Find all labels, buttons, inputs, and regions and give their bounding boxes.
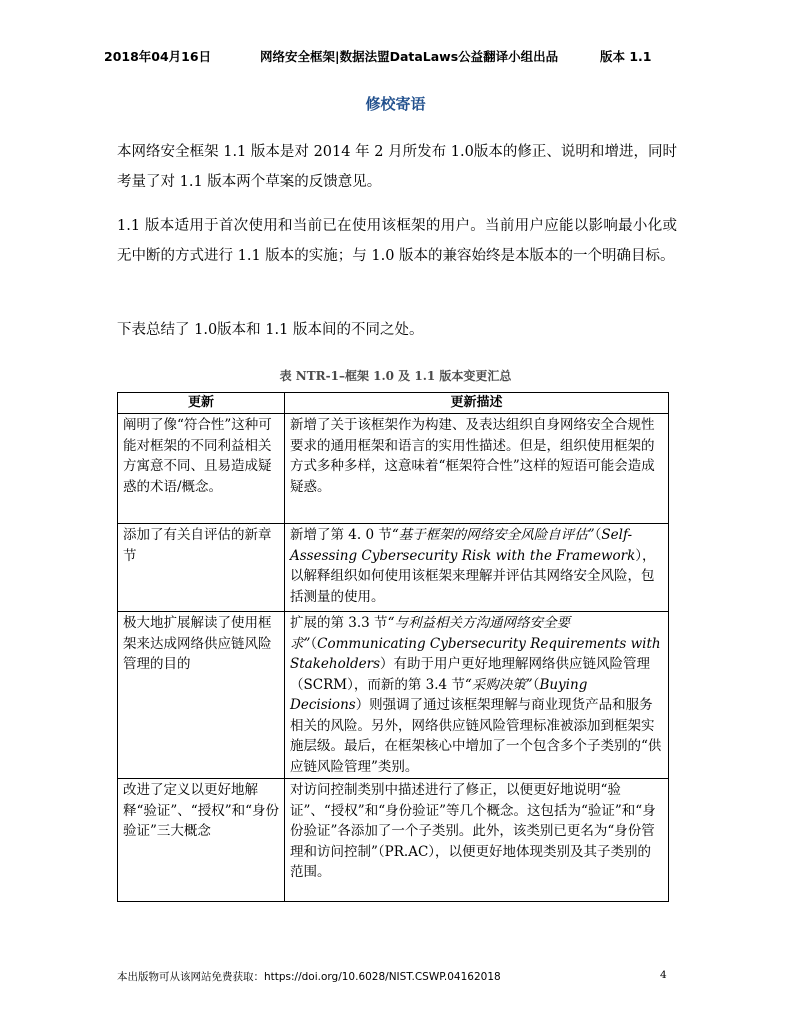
header-version: 版本 1.1 bbox=[600, 49, 652, 64]
column-header-update: 更新 bbox=[118, 393, 285, 414]
update-cell: 阐明了像“符合性”这种可能对框架的不同利益相关方寓意不同、且易造成疑惑的术语/概念。 bbox=[118, 414, 285, 524]
header-title: 网络安全框架|数据法盟DataLaws公益翻译小组出品 bbox=[260, 49, 559, 64]
description-cell bbox=[285, 524, 669, 612]
update-cell: 极大地扩展解读了使用框架来达成网络供应链风险管理的目的 bbox=[118, 612, 285, 779]
column-header-description: 更新描述 bbox=[285, 393, 669, 414]
table-row bbox=[118, 612, 669, 779]
description-text: ）有助于用户更好地理解网络供应链风险管理（SCRM），而新的第 3.4 节 bbox=[290, 656, 651, 693]
table-caption: 表 NTR-1–框架 1.0 及 1.1 版本变更汇总 bbox=[279, 369, 512, 383]
description-text: ）则强调了通过该框架理解与商业现货产品和服务相关的风险。另外，网络供应链风险管理标准被添加到框架实施层级。最后，在框架核心中增加了一个包含多个子类别的“供应链风险管理”类别。 bbox=[290, 697, 662, 775]
footer-availability: 本出版物可从该网站免费获取：https://doi.org/10.6028/NIST.CSWP.04162018 bbox=[117, 971, 501, 983]
update-cell: 添加了有关自评估的新章节 bbox=[118, 524, 285, 612]
description-text: （ bbox=[532, 676, 540, 693]
description-text: 扩展的第 3.3 节 bbox=[290, 615, 388, 631]
page-number: 4 bbox=[660, 969, 667, 981]
description-cell: 对访问控制类别中描述进行了修正，以便更好地说明“验证”、“授权”和“身份验证”等几个概念。这包括为“验证”和“身份验证”各添加了一个子类别。此外，该类别已更名为“身份管理和访问控制”（PR.AC），以便更好地体现类别及其子类别的范围。 bbox=[285, 779, 669, 902]
table-header-row bbox=[118, 393, 669, 414]
english-title: Buying Decisions bbox=[290, 676, 588, 713]
description-text: ），以解释组织如何使用该框架来理解并评估其网络安全风险，包括测量的使用。 bbox=[290, 547, 656, 605]
description-text: （ bbox=[594, 527, 602, 543]
paragraph-summary: 下表总结了 1.0版本和 1.1 版本间的不同之处。 bbox=[117, 322, 424, 338]
paragraph-applicability: 1.1 版本适用于首次使用和当前已在使用该框架的用户。当前用户应能以影响最小化或无中断的方式进行 1.1 版本的实施；与 1.0 版本的兼容始终是本版本的一个明确目标。 bbox=[117, 218, 677, 264]
table-row bbox=[118, 414, 669, 524]
table-row bbox=[118, 524, 669, 612]
section-title: “与利益相关方沟通网络安全要求” bbox=[290, 615, 570, 652]
paragraph-intro: 本网络安全框架 1.1 版本是对 2014 年 2 月所发布 1.0版本的修正、说明和增进，同时考量了对 1.1 版本两个草案的反馈意见。 bbox=[117, 144, 677, 190]
update-cell: 改进了定义以更好地解释“验证”、“授权”和“身份验证”三大概念 bbox=[118, 779, 285, 902]
header-date: 2018年04月16日 bbox=[104, 49, 212, 64]
changes-table bbox=[117, 392, 669, 902]
description-cell: 新增了关于该框架作为构建、及表达组织自身网络安全合规性要求的通用框架和语言的实用性描述。但是，组织使用框架的方式多种多样，这意味着“框架符合性”这样的短语可能会造成疑惑。 bbox=[285, 414, 669, 524]
section-title: “采购决策” bbox=[464, 676, 533, 693]
description-text: （ bbox=[310, 635, 318, 652]
english-title: Self-Assessing Cybersecurity Risk with the Framework bbox=[290, 527, 636, 564]
description-cell bbox=[285, 612, 669, 779]
table-row bbox=[118, 779, 669, 902]
description-text: 新增了第 4. 0 节 bbox=[290, 527, 392, 543]
section-title: “基于框架的网络安全风险自评估” bbox=[391, 527, 595, 543]
section-heading: 修校寄语 bbox=[365, 95, 426, 113]
english-title: Communicating Cybersecurity Requirements with Stakeholders bbox=[290, 635, 661, 672]
